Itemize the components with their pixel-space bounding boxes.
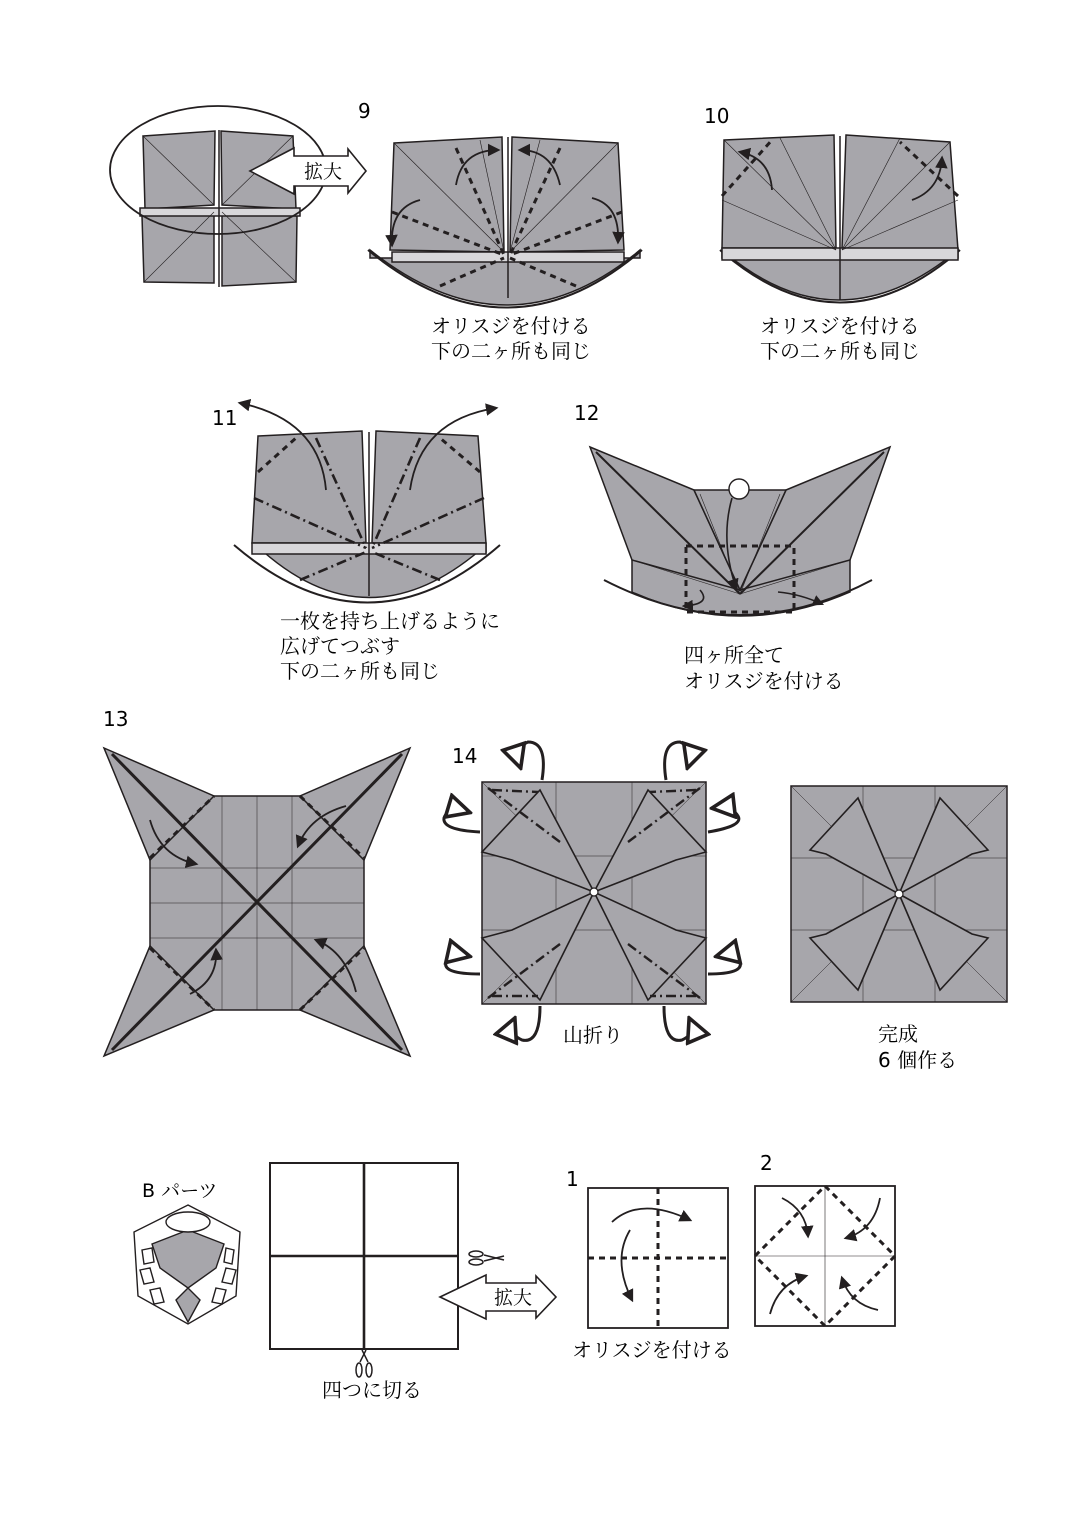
step12-focus-circle: [729, 479, 749, 499]
step13-figure: [103, 707, 410, 1056]
scissors-icon: [356, 1350, 372, 1377]
step14-caption: 山折り: [563, 1023, 623, 1047]
step8-figure: [110, 106, 366, 287]
cut-step-enlarge-label: 拡大: [494, 1287, 533, 1309]
step10-number: 10: [704, 104, 730, 128]
scissors-icon: [469, 1251, 504, 1265]
step12-model: [590, 447, 890, 616]
b-step1-figure: [566, 1167, 728, 1328]
step9-caption-line1: オリスジを付ける: [431, 314, 591, 338]
step9-model: [368, 137, 642, 308]
step14-number: 14: [452, 744, 478, 768]
step11-caption-line1: 一枚を持ち上げるように: [280, 609, 500, 633]
step12-caption-line2: オリスジを付ける: [684, 669, 844, 693]
finished-caption-line2: 6 個作る: [878, 1048, 958, 1072]
cut-step-caption: 四つに切る: [322, 1378, 422, 1402]
step9-number: 9: [358, 99, 371, 123]
b-step1-caption: オリスジを付ける: [572, 1338, 732, 1362]
b-step2-figure: [755, 1151, 895, 1326]
step9-figure: [358, 99, 642, 308]
b-part-label: B パーツ: [142, 1180, 218, 1202]
step11-number: 11: [212, 406, 238, 430]
step8-model: [140, 130, 300, 287]
step11-caption-line2: 広げてつぶす: [280, 634, 400, 658]
b-step1-number: 1: [566, 1167, 579, 1191]
finished-figure: [791, 786, 1007, 1002]
step10-caption-line1: オリスジを付ける: [760, 314, 920, 338]
cut-step-figure: [270, 1163, 556, 1377]
step8-enlarge-label: 拡大: [304, 161, 343, 183]
step10-figure: [704, 104, 960, 303]
b-part-illustration: [134, 1205, 240, 1324]
b-step2-number: 2: [760, 1151, 773, 1175]
step13-number: 13: [103, 707, 129, 731]
step11-caption-line3: 下の二ヶ所も同じ: [280, 659, 440, 683]
step14-figure: [444, 742, 741, 1040]
step12-figure: [574, 401, 890, 616]
step10-caption-line2: 下の二ヶ所も同じ: [760, 339, 920, 363]
step11-figure: [212, 403, 500, 603]
step12-number: 12: [574, 401, 600, 425]
step9-caption-line2: 下の二ヶ所も同じ: [431, 339, 591, 363]
step12-caption-line1: 四ヶ所全て: [684, 643, 784, 667]
finished-caption-line1: 完成: [878, 1022, 918, 1046]
